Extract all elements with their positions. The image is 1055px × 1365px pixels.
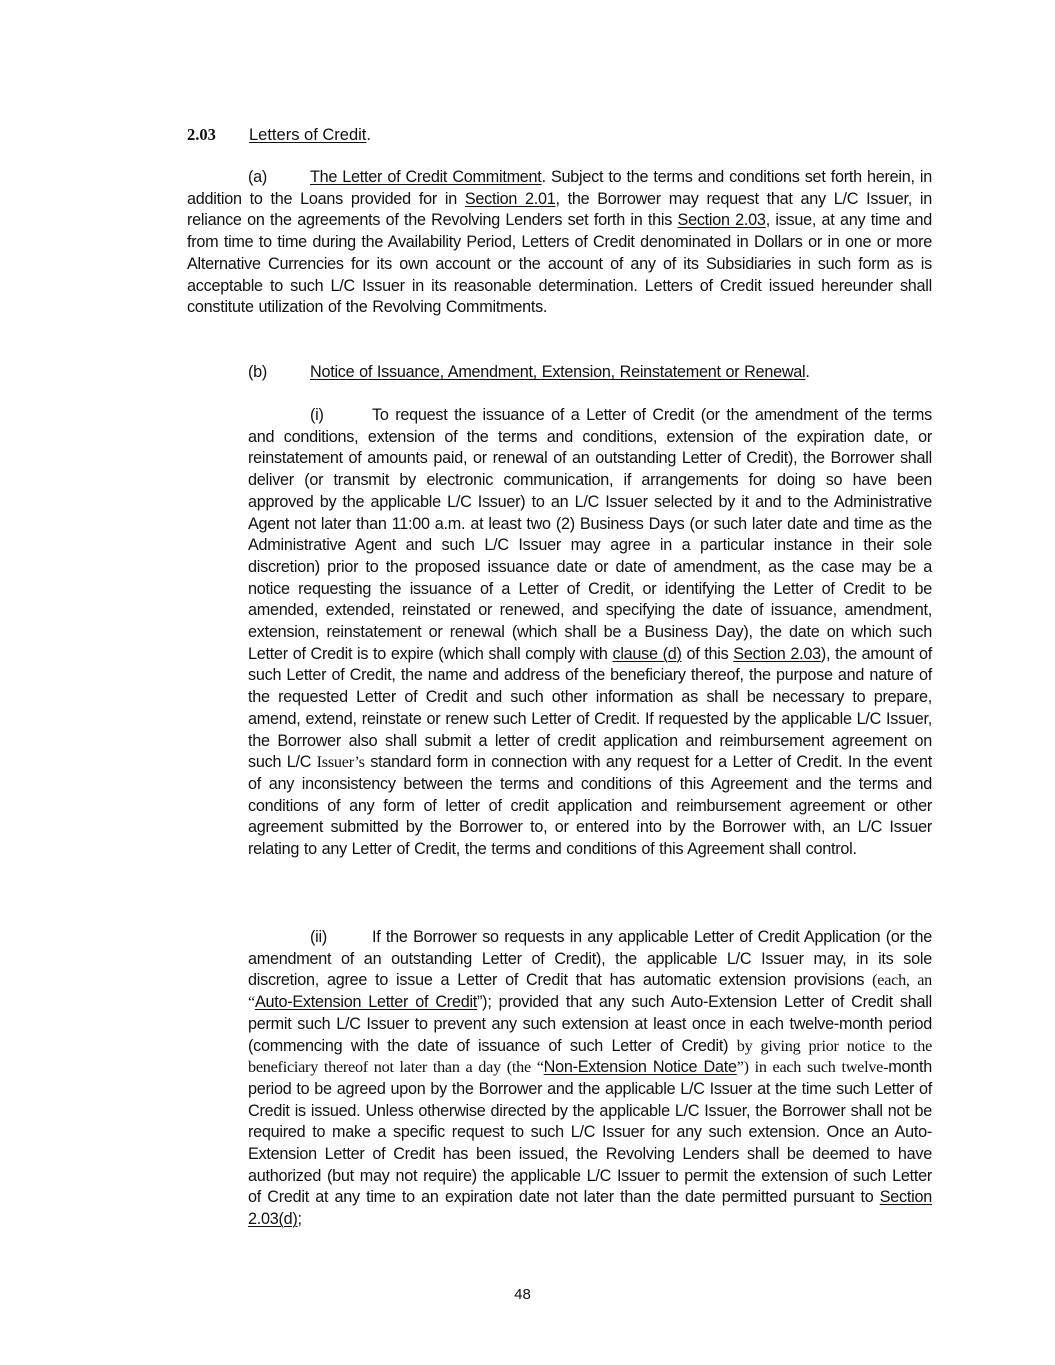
clause-a-label: (a) [248,168,268,186]
clause-b-ii-paragraph [248,927,932,1231]
clause-b-ii-serif-text: (each, an “ [248,971,932,1012]
clause-b-ii-text: ; [297,1210,302,1229]
clause-b-i-paragraph [248,405,932,861]
clause-b-i-text: of this [681,644,734,663]
cross-reference-section-2-03: Section 2.03 [733,644,821,663]
clause-b-ii-text: month period to be agreed upon by the Borrower and the applicable L/C Issuer at the time such Letter of Credit is issued. Unless otherwise directed by the applicable L/C Issuer, the Borrower shall not be required to make a specific request to such L/C Issuer for any such extension. Once an Auto-Extension Letter of Credit has been issued, the Revolving Lenders shall be deemed to have authorized (but may not require) the applicable L/C Issuer to permit the extension of such Letter of Credit at any time to an expiration date not later than the date permitted pursuant to [248,1058,933,1207]
clause-a-paragraph [187,167,932,319]
clause-a-text: , the Borrower may request that any L/C Issuer, in reliance on the agreements of the Revolving Lenders set forth in this [187,189,932,230]
cross-reference-section-2-03: Section 2.03 [677,211,766,230]
page-number: 48 [514,1286,531,1303]
section-heading [187,124,371,146]
clause-b-ii-label: (ii) [310,928,327,946]
clause-a-text: , issue, at any time and from time to time during the Availability Period, Letters of Credit denominated in Dollars or in one or more Alternative Currencies for its own account or the account of any of its Subsidiaries in such form as is acceptable to such L/C Issuer in its reasonable determination. Letters of Credit issued hereunder shall constitute utilization of the Revolving Commitments. [187,211,932,317]
clause-b-ii-text: ”); provided that any such Auto-Extension Letter of Credit shall permit such L/C Issuer to prevent any such extension at least once in each twelve-month period (commencing with the date of issuance of such Letter of Credit) [248,993,932,1055]
cross-reference-section-2-03-d: Section 2.03(d) [248,1188,932,1229]
clause-b-i-label: (i) [310,406,324,424]
clause-a-text: . Subject to the terms and conditions set forth herein, in addition to the Loans provided for in [187,168,932,208]
cross-reference-clause-d: clause (d) [612,644,682,663]
clause-b-ii-serif-text: ”) in each such twelve- [736,1058,889,1077]
section-title: Letters of Credit [249,126,367,144]
clause-b-heading: Notice of Issuance, Amendment, Extension, Reinstatement or Renewal [310,363,806,381]
clause-b-heading-suffix: . [805,363,810,381]
clause-b-ii-serif-text: by giving prior notice to the beneficiary thereof not later than a day (the “ [248,1036,933,1077]
section-title-suffix: . [366,126,371,144]
clause-a-heading: The Letter of Credit Commitment [310,168,542,186]
section-number: 2.03 [187,125,216,144]
clause-b-i-text: standard form in connection with any request for a Letter of Credit. In the event of any inconsistency between the terms and conditions of this Agreement and the terms and conditions of any form of letter of credit application and reimbursement agreement or other agreement submitted by the Borrower to, or entered into by the Borrower with, an L/C Issuer relating to any Letter of Credit, the terms and conditions of this Agreement shall control. [248,753,932,859]
defined-term-auto-extension-letter-of-credit: Auto-Extension Letter of Credit [254,993,478,1012]
clause-b-heading-line [248,362,932,384]
clause-b-ii-text: If the Borrower so requests in any applicable Letter of Credit Application (or the amendment of an outstanding Letter of Credit), the applicable L/C Issuer may, in its sole discretion, agree to issue a Letter of Credit that has automatic extension provisions [248,928,932,990]
clause-b-i-serif-text: Issuer’s [316,753,365,772]
cross-reference-section-2-01: Section 2.01 [464,189,556,208]
clause-b-i-text: To request the issuance of a Letter of Credit (or the amendment of the terms and conditions, extension of the terms and conditions, extension of the expiration date, or reinstatement of amounts paid, or renewal of an outstanding Letter of Credit), the Borrower shall deliver (or transmit by electronic communication, if arrangements for doing so have been approved by the applicable L/C Issuer) to an L/C Issuer selected by it and to the Administrative Agent not later than 11:00 a.m. at least two (2) Business Days (or such later date and time as the Administrative Agent and such L/C Issuer may agree in a particular instance in their sole discretion) prior to the proposed issuance date or date of amendment, as the case may be a notice requesting the issuance of a Letter of Credit, or identifying the Letter of Credit to be amended, extended, reinstated or renewed, and specifying the date of issuance, amendment, extension, reinstatement or renewal (which shall be a Business Day), the date on which such Letter of Credit is to expire (which shall comply with [248,406,932,663]
clause-b-i-text: ), the amount of such Letter of Credit, the name and address of the beneficiary thereof, the purpose and nature of the requested Letter of Credit and such other information as shall be necessary to prepare, amend, extend, reinstate or renew such Letter of Credit. If requested by the applicable L/C Issuer, the Borrower also shall submit a letter of credit application and reimbursement agreement on such L/C [248,644,932,772]
clause-b-label: (b) [248,363,268,381]
defined-term-non-extension-notice-date: Non-Extension Notice Date [543,1058,737,1077]
